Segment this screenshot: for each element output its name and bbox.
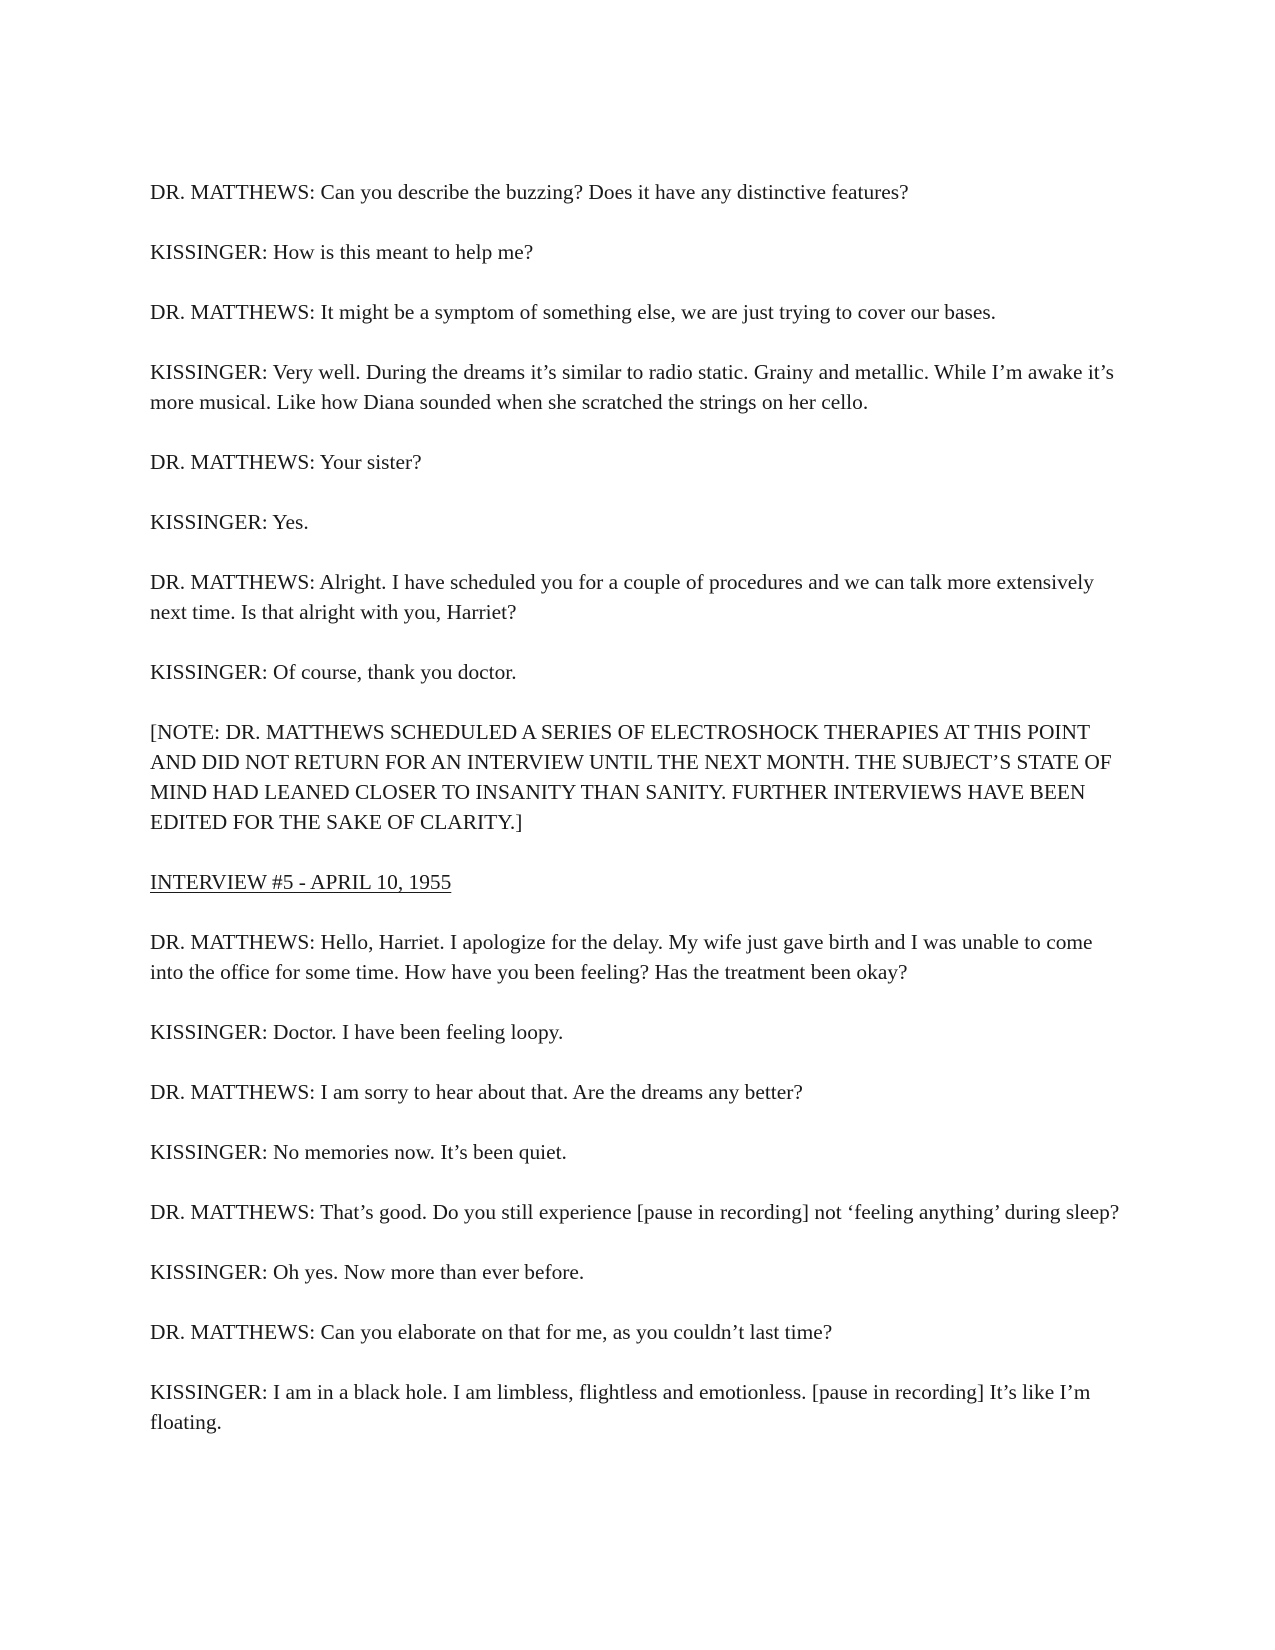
speaker-label: DR. MATTHEWS: — [150, 450, 316, 474]
dialogue-text: Alright. I have scheduled you for a couple of procedures and we can talk more extensively next time. Is that alright with you, Harriet? — [150, 570, 1094, 624]
transcript-body — [150, 177, 1125, 1467]
speaker-label: DR. MATTHEWS: — [150, 1320, 316, 1344]
speaker-label: DR. MATTHEWS: — [150, 1200, 316, 1224]
dialogue-text: Very well. During the dreams it’s similar to radio static. Grainy and metallic. While I’m awake it’s more musical. Like how Diana sounded when she scratched the strings on her cello. — [150, 360, 1114, 414]
dialogue-paragraph — [150, 237, 1125, 267]
dialogue-paragraph — [150, 447, 1125, 477]
dialogue-text: How is this meant to help me? — [273, 240, 534, 264]
speaker-label: KISSINGER: — [150, 240, 268, 264]
speaker-label: DR. MATTHEWS: — [150, 180, 316, 204]
dialogue-paragraph — [150, 567, 1125, 627]
dialogue-text: That’s good. Do you still experience [pause in recording] not ‘feeling anything’ during sleep? — [320, 1200, 1120, 1224]
speaker-label: KISSINGER: — [150, 1260, 268, 1284]
speaker-label: KISSINGER: — [150, 1020, 268, 1044]
dialogue-paragraph — [150, 1077, 1125, 1107]
dialogue-paragraph — [150, 357, 1125, 417]
dialogue-text: Can you elaborate on that for me, as you couldn’t last time? — [320, 1320, 833, 1344]
speaker-label: KISSINGER: — [150, 1140, 268, 1164]
dialogue-paragraph — [150, 297, 1125, 327]
dialogue-paragraph — [150, 1257, 1125, 1287]
editor-note: [NOTE: DR. MATTHEWS SCHEDULED A SERIES OF ELECTROSHOCK THERAPIES AT THIS POINT AND DID NOT RETURN FOR AN INTERVIEW UNTIL THE NEXT MONTH. THE SUBJECT’S STATE OF MIND HAD LEANED CLOSER TO INSANITY THAN SANITY. FURTHER INTERVIEWS HAVE BEEN EDITED FOR THE SAKE OF CLARITY.] — [150, 720, 1112, 834]
dialogue-text: Your sister? — [319, 450, 422, 474]
dialogue-text: Oh yes. Now more than ever before. — [273, 1260, 585, 1284]
dialogue-text: I am sorry to hear about that. Are the dreams any better? — [320, 1080, 803, 1104]
dialogue-text: Can you describe the buzzing? Does it have any distinctive features? — [320, 180, 909, 204]
dialogue-paragraph — [150, 507, 1125, 537]
speaker-label: DR. MATTHEWS: — [150, 570, 316, 594]
dialogue-paragraph — [150, 1317, 1125, 1347]
dialogue-text: Of course, thank you doctor. — [273, 660, 517, 684]
dialogue-text: Yes. — [272, 510, 309, 534]
dialogue-text: Doctor. I have been feeling loopy. — [273, 1020, 564, 1044]
speaker-label: DR. MATTHEWS: — [150, 1080, 316, 1104]
dialogue-paragraph — [150, 1137, 1125, 1167]
dialogue-text: I am in a black hole. I am limbless, flightless and emotionless. [pause in recording] It’s like I’m floating. — [150, 1380, 1091, 1434]
dialogue-text: It might be a symptom of something else, we are just trying to cover our bases. — [320, 300, 996, 324]
dialogue-paragraph — [150, 927, 1125, 987]
dialogue-paragraph — [150, 1197, 1125, 1227]
speaker-label: KISSINGER: — [150, 360, 268, 384]
dialogue-paragraph — [150, 1017, 1125, 1047]
speaker-label: KISSINGER: — [150, 510, 268, 534]
speaker-label: DR. MATTHEWS: — [150, 300, 316, 324]
dialogue-paragraph — [150, 657, 1125, 687]
speaker-label: KISSINGER: — [150, 1380, 268, 1404]
speaker-label: KISSINGER: — [150, 660, 268, 684]
interview-heading: INTERVIEW #5 - APRIL 10, 1955 — [150, 870, 452, 894]
speaker-label: DR. MATTHEWS: — [150, 930, 316, 954]
dialogue-paragraph — [150, 177, 1125, 207]
dialogue-paragraph — [150, 1377, 1125, 1437]
dialogue-text: Hello, Harriet. I apologize for the delay. My wife just gave birth and I was unable to come into the office for some time. How have you been feeling? Has the treatment been okay? — [150, 930, 1093, 984]
dialogue-text: No memories now. It’s been quiet. — [273, 1140, 567, 1164]
